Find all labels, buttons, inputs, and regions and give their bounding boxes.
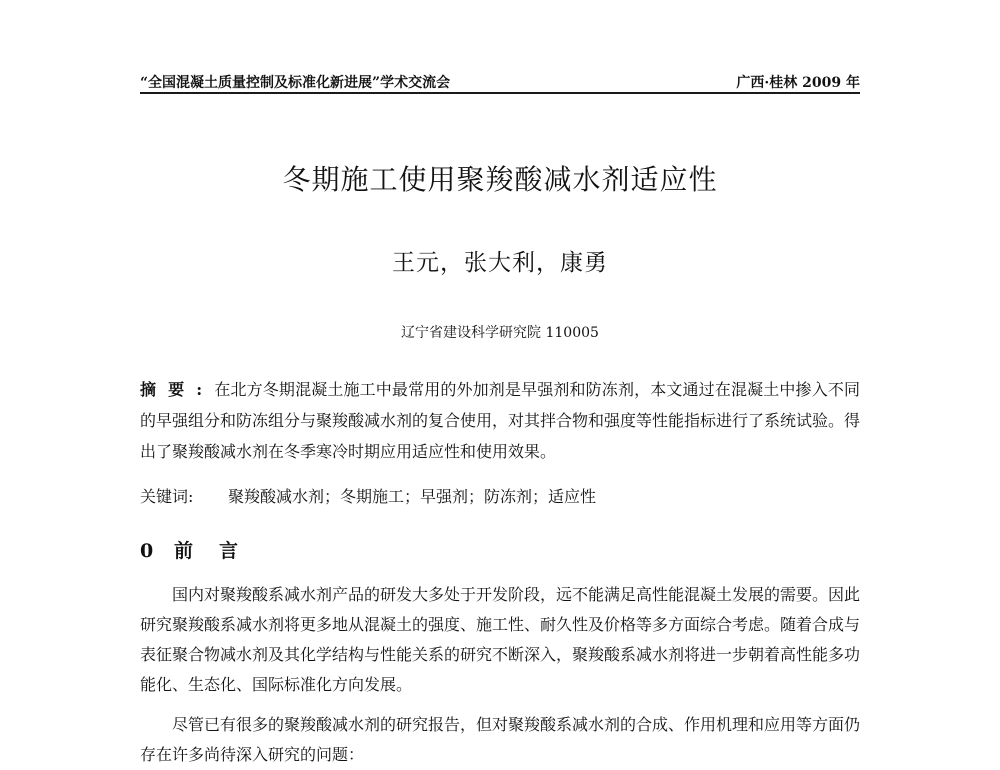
section-title: 前言 xyxy=(174,540,265,562)
keywords-label: 关键词: xyxy=(140,487,194,506)
running-header xyxy=(140,70,860,94)
body-paragraph: 国内对聚羧酸系减水剂产品的研发大多处于开发阶段，远不能满足高性能混凝土发展的需要。因此研究聚羧酸系减水剂将更多地从混凝土的强度、施工性、耐久性及价格等多方面综合考虑。随着合成与表征聚合物减水剂及其化学结构与性能关系的研究不断深入，聚羧酸系减水剂将进一步朝着高性能多功能化、生态化、国际标准化方向发展。 xyxy=(140,585,861,694)
keywords-text: 聚羧酸减水剂；冬期施工；早强剂；防冻剂；适应性 xyxy=(228,487,597,506)
location-year: 广西·桂林 2009 年 xyxy=(736,75,860,91)
section-number: 0 xyxy=(140,540,154,562)
author-affiliation: 辽宁省建设科学研究院 110005 xyxy=(401,325,599,341)
abstract-label: 摘要: xyxy=(140,380,215,399)
abstract xyxy=(140,374,860,467)
paper-title: 冬期施工使用聚羧酸减水剂适应性 xyxy=(282,163,718,196)
paper-authors: 王元，张大利，康勇 xyxy=(392,250,608,276)
abstract-text: 在北方冬期混凝土施工中最常用的外加剂是早强剂和防冻剂，本文通过在混凝土中掺入不同的早强组分和防冻组分与聚羧酸减水剂的复合使用，对其拌合物和强度等性能指标进行了系统试验。得出了聚羧酸减水剂在冬季寒冷时期应用适应性和使用效果。 xyxy=(140,380,861,461)
keywords xyxy=(140,483,860,511)
section-heading xyxy=(140,536,264,563)
conference-name: “全国混凝土质量控制及标准化新进展”学术交流会 xyxy=(140,75,451,91)
body-paragraph: 尽管已有很多的聚羧酸减水剂的研究报告，但对聚羧酸系减水剂的合成、作用机理和应用等方面仍存在许多尚待深入研究的问题： xyxy=(140,715,861,764)
